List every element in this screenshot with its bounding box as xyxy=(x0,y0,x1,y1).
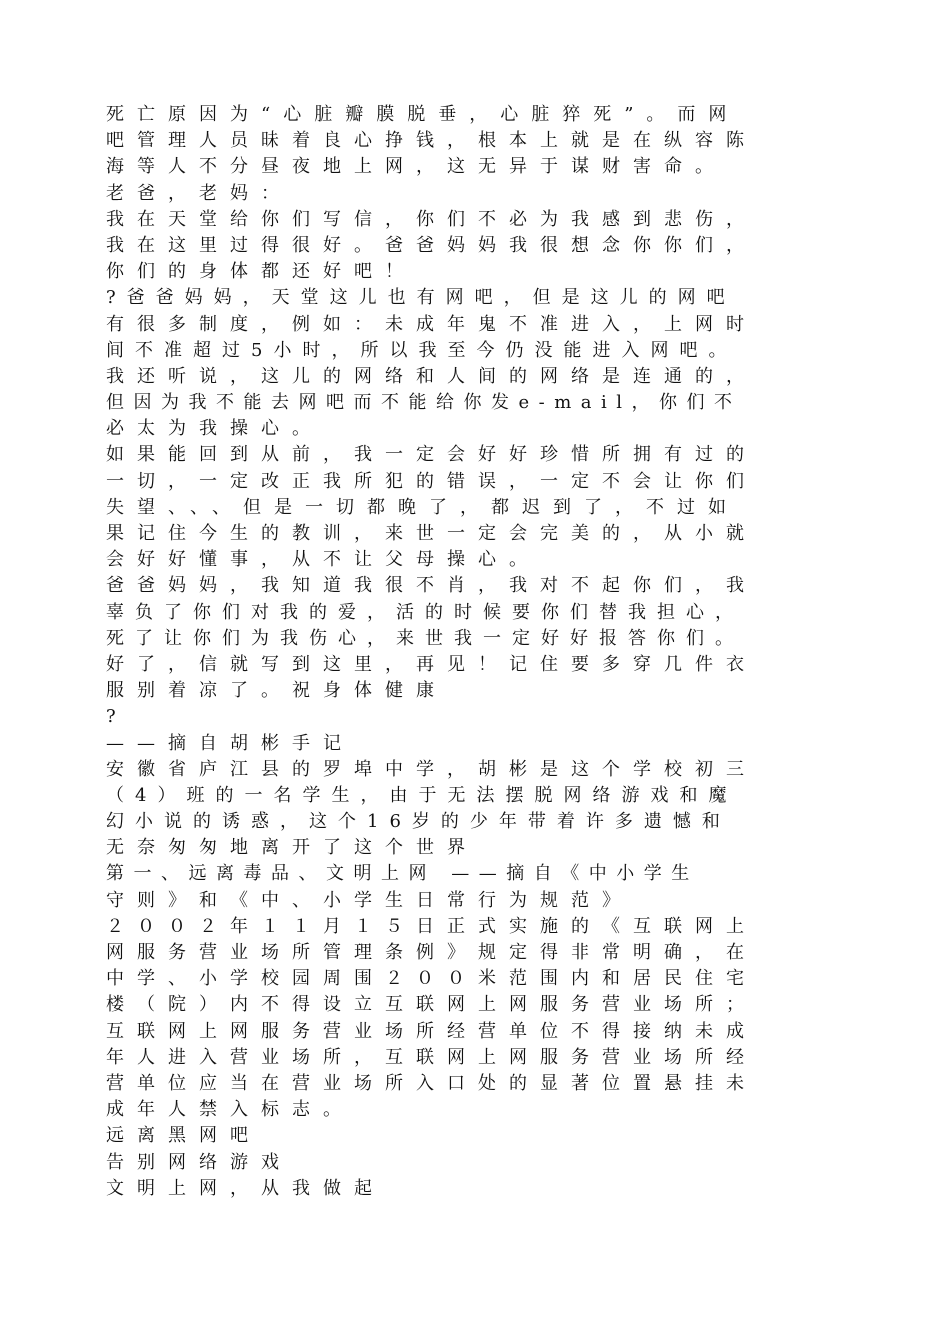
text-line: 但因为我不能去网吧而不能给你发e-mail，你们不 xyxy=(106,392,742,414)
text-line: 好了，信就写到这里，再见！记住要多穿几件衣 xyxy=(106,653,757,675)
text-line: 失望、、、但是一切都晚了，都迟到了，不过如 xyxy=(106,496,739,518)
text-line: 成年人禁入标志。 xyxy=(106,1099,354,1121)
text-line: 文明上网，从我做起 xyxy=(106,1177,385,1199)
text-line: ? xyxy=(106,706,129,728)
text-line: 守则》和《中、小学生日常行为规范》 xyxy=(106,889,633,911)
text-line: 死了让你们为我伤心，来世我一定好好报答你们。 xyxy=(106,627,744,649)
text-line: 吧管理人员昧着良心挣钱，根本上就是在纵容陈 xyxy=(106,130,757,152)
text-line: 幻小说的诱惑，这个16岁的少年带着许多遗憾和 xyxy=(106,811,731,833)
text-line: 我在天堂给你们写信，你们不必为我感到悲伤， xyxy=(106,208,757,230)
text-line: 我在这里过得很好。爸爸妈妈我很想念你你们， xyxy=(106,234,757,256)
text-line: 辜负了你们对我的爱，活的时候要你们替我担心， xyxy=(106,601,744,623)
text-line: 会好好懂事，从不让父母操心。 xyxy=(106,549,540,571)
text-line: 营单位应当在营业场所入口处的显著位置悬挂未 xyxy=(106,1072,757,1094)
text-line: 一切，一定改正我所犯的错误，一定不会让你们 xyxy=(106,470,757,492)
text-line: ?爸爸妈妈，天堂这儿也有网吧，但是这儿的网吧 xyxy=(106,287,736,309)
text-line: 告别网络游戏 xyxy=(106,1151,292,1173)
text-line: 远离黑网吧 xyxy=(106,1125,261,1147)
text-line: 服别着凉了。祝身体健康 xyxy=(106,680,447,702)
text-line: ２００２年１１月１５日正式实施的《互联网上 xyxy=(106,915,757,937)
text-line: 无奈匆匆地离开了这个世界 xyxy=(106,837,478,859)
text-line: 有很多制度，例如：未成年鬼不准进入，上网时 xyxy=(106,313,757,335)
text-line: 海等人不分昼夜地上网，这无异于谋财害命。 xyxy=(106,156,726,178)
text-line: ——摘自胡彬手记 xyxy=(106,732,354,754)
text-line: 如果能回到从前，我一定会好好珍惜所拥有过的 xyxy=(106,444,757,466)
text-line: 死亡原因为“心脏瓣膜脱垂，心脏猝死”。而网 xyxy=(106,104,740,125)
text-line: （4）班的一名学生，由于无法摆脱网络游戏和魔 xyxy=(106,784,738,806)
text-line: 间不准超过5小时，所以我至今仍没能进入网吧。 xyxy=(106,339,738,361)
text-line: 老爸，老妈： xyxy=(106,182,292,204)
text-line: 爸爸妈妈，我知道我很不肖，我对不起你们，我 xyxy=(106,575,757,597)
text-line: 你们的身体都还好吧！ xyxy=(106,261,416,283)
text-line: 果记住今生的教训，来世一定会完美的，从小就 xyxy=(106,523,757,544)
text-line: 中学、小学校园周围２００米范围内和居民住宅 xyxy=(106,968,757,990)
text-line: 第一、远离毒品、文明上网 ——摘自《中小学生 xyxy=(106,863,699,885)
text-line: 互联网上网服务营业场所经营单位不得接纳未成 xyxy=(106,1020,757,1042)
document-body xyxy=(106,102,866,1202)
text-line: 必太为我操心。 xyxy=(106,418,323,440)
text-line: 楼（院）内不得设立互联网上网服务营业场所； xyxy=(106,994,757,1016)
text-line: 我还听说，这儿的网络和人间的网络是连通的， xyxy=(106,365,757,387)
text-line: 年人进入营业场所，互联网上网服务营业场所经 xyxy=(106,1046,757,1068)
text-line: 安徽省庐江县的罗埠中学，胡彬是这个学校初三 xyxy=(106,758,757,780)
text-line: 网服务营业场所管理条例》规定得非常明确，在 xyxy=(106,942,757,963)
